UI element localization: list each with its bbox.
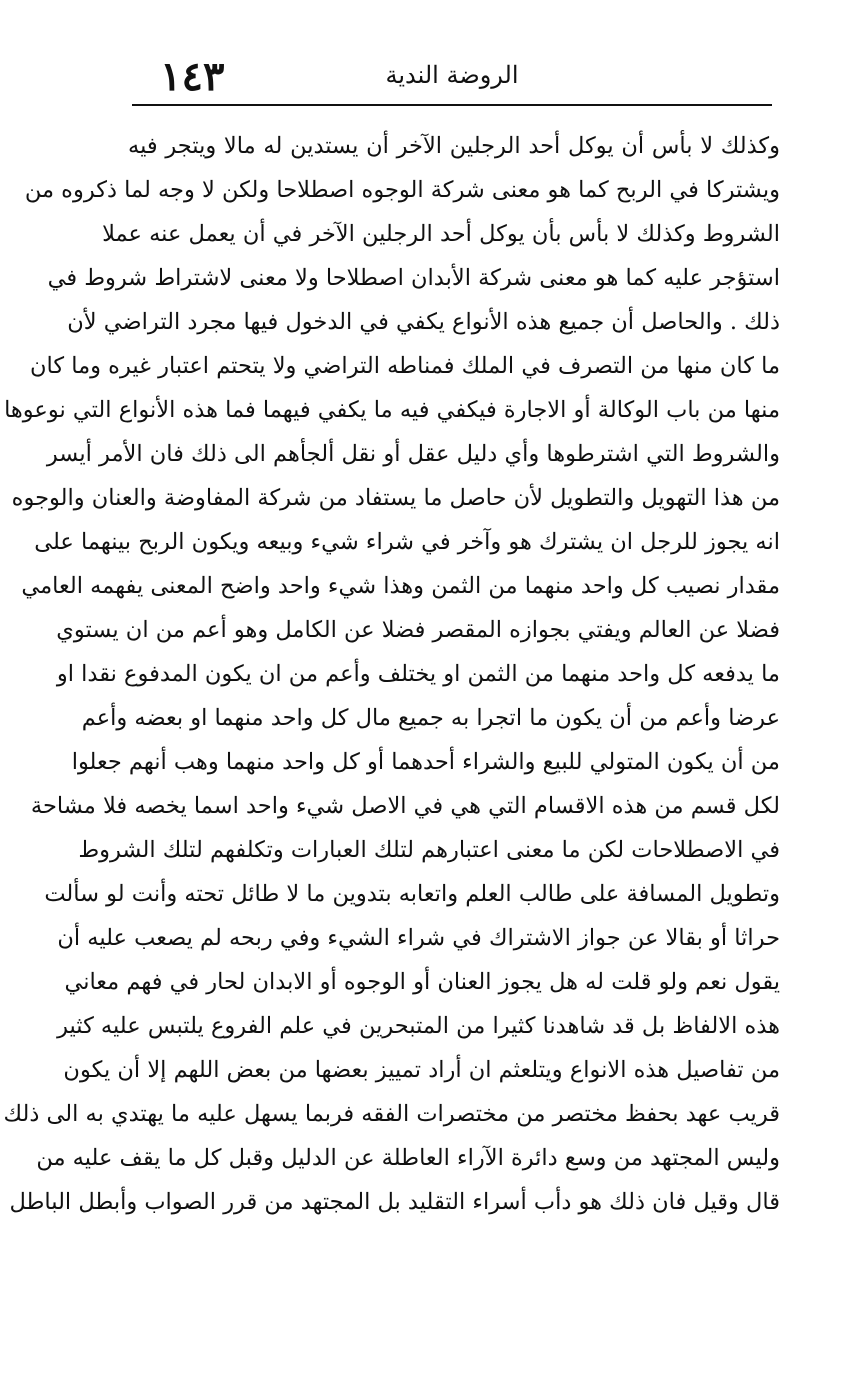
text-line: في الاصطلاحات لكن ما معنى اعتبارهم لتلك العبارات وتكلفهم لتلك الشروط [78,837,780,863]
page-number: ١٤٣ [160,53,225,100]
text-line: مقدار نصيب كل واحد منهما من الثمن وهذا شيء واحد واضح المعنى يفهمه العامي [21,573,780,599]
text-line: يقول نعم ولو قلت له هل يجوز العنان أو الوجوه أو الابدان لحار في فهم معاني [64,969,780,995]
text-line: قريب عهد بحفظ مختصر من مختصرات الفقه فربما يسهل عليه ما يهتدي به الى ذلك [3,1101,780,1127]
text-line: فضلا عن العالم ويفتي بجوازه المقصر فضلا عن الكامل وهو أعم من ان يستوي [56,617,780,643]
running-title: الروضة الندية [385,61,519,89]
text-line: عرضا وأعم من أن يكون ما اتجرا به جميع مال كل واحد منهما او بعضه وأعم [81,705,780,731]
text-line: وكذلك لا بأس أن يوكل أحد الرجلين الآخر أن يستدين له مالا ويتجر فيه [128,133,780,159]
text-line: من هذا التهويل والتطويل لأن حاصل ما يستفاد من شركة المفاوضة والعنان والوجوه [11,485,780,511]
page-header [132,52,772,104]
text-line: الشروط وكذلك لا بأس بأن يوكل أحد الرجلين الآخر في أن يعمل عنه عملا [102,221,780,247]
text-line: هذه الالفاظ بل قد شاهدنا كثيرا من المتبحرين في علم الفروع يلتبس عليه كثير [57,1013,780,1039]
text-line: منها من باب الوكالة أو الاجارة فيكفي فيه ما يكفي فيهما فما هذه الأنواع التي نوعوها [4,397,780,423]
header-rule [132,104,772,106]
text-line: وتطويل المسافة على طالب العلم واتعابه بتدوين ما لا طائل تحته وأنت لو سألت [44,881,780,907]
text-line: لكل قسم من هذه الاقسام التي هي في الاصل شيء واحد اسما يخصه فلا مشاحة [30,793,780,819]
body-text [3,124,780,1224]
text-line: ذلك . والحاصل أن جميع هذه الأنواع يكفي في الدخول فيها مجرد التراضي لأن [67,309,780,335]
text-line: انه يجوز للرجل ان يشترك هو وآخر في شراء شيء وبيعه ويكون الربح بينهما على [34,529,780,555]
text-line: قال وقيل فان ذلك هو دأب أسراء التقليد بل المجتهد من قرر الصواب وأبطل الباطل [9,1189,780,1215]
text-line: ما يدفعه كل واحد منهما من الثمن او يختلف وأعم من ان يكون المدفوع نقدا او [56,661,780,687]
text-line: من أن يكون المتولي للبيع والشراء أحدهما أو كل واحد منهما وهب أنهم جعلوا [71,749,780,775]
text-line: استؤجر عليه كما هو معنى شركة الأبدان اصطلاحا ولا معنى لاشتراط شروط في [47,265,780,291]
text-line: والشروط التي اشترطوها وأي دليل عقل أو نقل ألجأهم الى ذلك فان الأمر أيسر [46,441,780,467]
text-line: ما كان منها من التصرف في الملك فمناطه التراضي ولا يتحتم اعتبار غيره وما كان [30,353,780,379]
text-line: حراثا أو بقالا عن جواز الاشتراك في شراء الشيء وفي ربحه لم يصعب عليه أن [57,925,780,951]
text-line: من تفاصيل هذه الانواع ويتلعثم ان أراد تمييز بعضها من بعض اللهم إلا أن يكون [63,1057,780,1083]
text-line: وليس المجتهد من وسع دائرة الآراء العاطلة عن الدليل وقبل كل ما يقف عليه من [36,1145,780,1171]
text-line: ويشتركا في الربح كما هو معنى شركة الوجوه اصطلاحا ولكن لا وجه لما ذكروه من [24,177,780,203]
